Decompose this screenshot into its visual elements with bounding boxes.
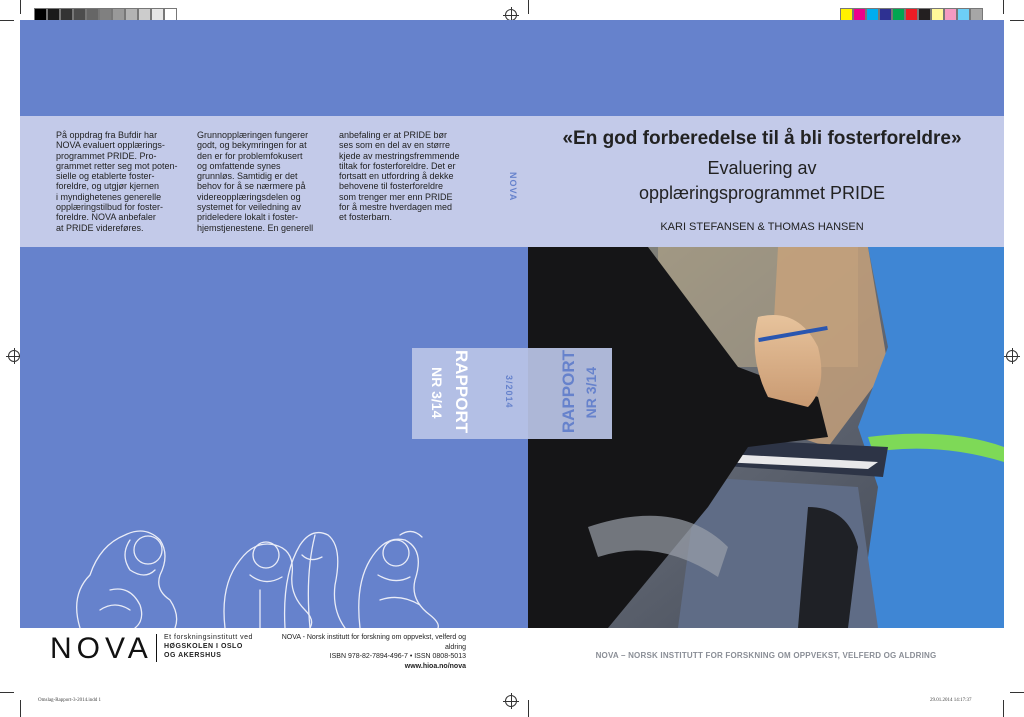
spine-issue: 3/2014 [504, 375, 514, 409]
hioa-line-3: OG AKERSHUS [164, 652, 222, 659]
line-art-figures-illustration [60, 515, 470, 628]
registration-mark-icon [1006, 350, 1018, 362]
cover-top-band [20, 20, 1004, 116]
crop-mark [528, 700, 529, 717]
hioa-line-2: HØGSKOLEN I OSLO [164, 643, 243, 650]
crop-mark [20, 700, 21, 717]
front-cover-footer: NOVA – NORSK INSTITUTT FOR FORSKNING OM OPPVEKST, VELFERD OG ALDRING [595, 651, 937, 660]
crop-mark [1010, 20, 1024, 21]
publisher-info [262, 633, 466, 671]
back-rapport-label: RAPPORT [452, 350, 471, 434]
publisher-name: NOVA - Norsk institutt for forskning om oppvekst, velferd og aldring [281, 634, 466, 651]
nova-logo: NOVA [50, 632, 153, 665]
crop-mark [1003, 0, 1004, 14]
registration-mark-icon [505, 695, 517, 707]
isbn-issn: ISBN 978-82-7894-496-7 • ISSN 0808-5013 [329, 653, 466, 660]
back-cover-text-column-3: anbefaling er at PRIDE bør ses som en del av en større kjede av mestringsfremmende tiltak for fosterforeldre. Det er fortsatt en utfordring å dekke behovene til fosterforeldre som trenger mer enn PRIDE for å mestre hverdagen med et fosterbarn. [339, 130, 460, 223]
crop-mark [1010, 692, 1024, 693]
logo-divider [156, 634, 157, 662]
report-subtitle-line-1: Evaluering av [707, 158, 817, 178]
report-title: «En god forberedelse til å bli fosterforeldre» [562, 128, 962, 149]
print-slug-file: Omslag-Rapport-3-2014.indd 1 [38, 698, 102, 703]
crop-mark [1003, 700, 1004, 717]
registration-mark-icon [8, 350, 20, 362]
hioa-line-1: Et forskningsinstitutt ved [164, 634, 253, 641]
hioa-affiliation [164, 633, 253, 660]
report-subtitle-line-2: opplæringsprogrammet PRIDE [638, 183, 886, 203]
back-cover-text-column-2: Grunnopplæringen fungerer godt, og bekymringen for at den er for problemfokusert og omfattende synes grunnløs. Samtidig er det behov for å se nærmere på videreopplæringsdelen og systemet for veiledning av prideledere lokalt i foster- hjemstjenestene. En generell [197, 130, 314, 233]
crop-mark [20, 0, 21, 14]
crop-mark [528, 0, 529, 14]
back-rapport-number: NR 3/14 [429, 367, 445, 419]
back-cover-text-column-1: På oppdrag fra Bufdir har NOVA evaluert opplærings- programmet PRIDE. Pro- grammet retter seg mot poten- sielle og etablerte foster- foreldre, og utgjør kjernen i myndighetenes generelle opplæringstilbud for foster- foreldre. NOVA anbefaler at PRIDE videreføres. [56, 130, 178, 233]
front-rapport-label: RAPPORT [559, 350, 578, 434]
print-slug-date: 29.01.2014 14:17:37 [930, 698, 972, 703]
crop-mark [0, 692, 14, 693]
spine-nova-label: NOVA [508, 172, 518, 202]
report-authors: KARI STEFANSEN & THOMAS HANSEN [660, 221, 864, 233]
crop-mark [0, 20, 14, 21]
report-subtitle [528, 156, 996, 206]
publisher-url: www.hioa.no/nova [404, 662, 466, 670]
front-rapport-number: NR 3/14 [583, 367, 599, 419]
